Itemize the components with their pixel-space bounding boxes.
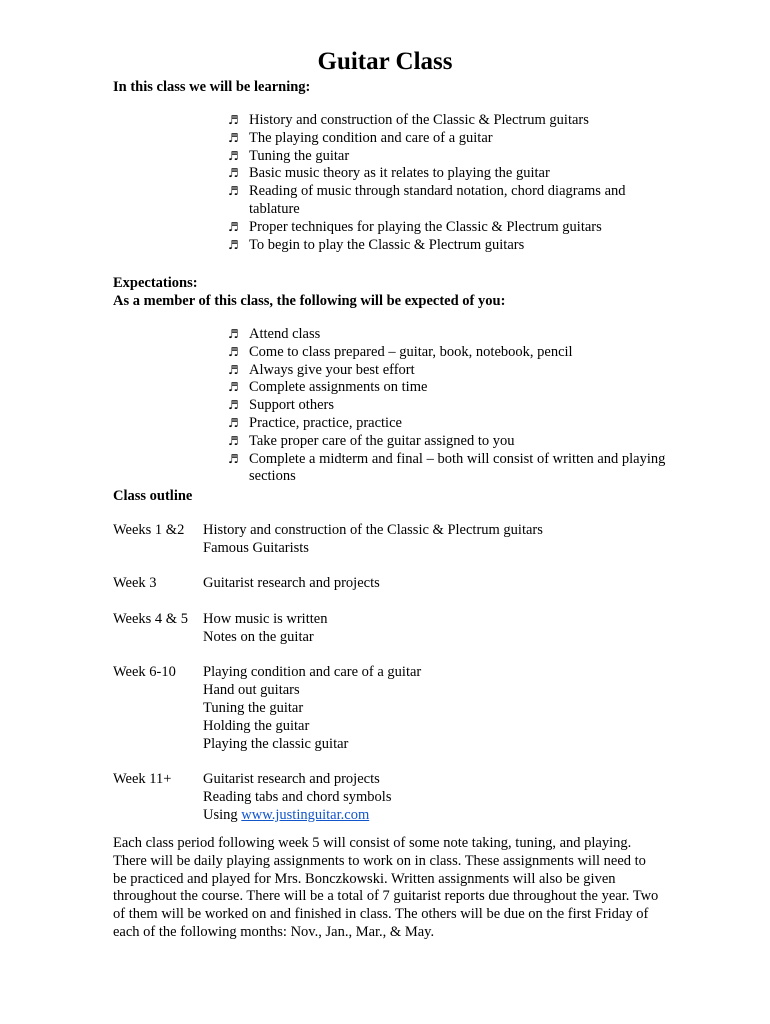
music-note-icon: ♬ bbox=[228, 148, 239, 163]
week-label: Weeks 1 &2 bbox=[113, 522, 185, 538]
week-label: Week 11+ bbox=[113, 771, 172, 788]
list-item: ♬ Come to class prepared – guitar, book, notebook, pencil bbox=[228, 343, 573, 360]
music-note-icon: ♬ bbox=[228, 433, 239, 448]
music-note-icon: ♬ bbox=[228, 451, 239, 466]
week-row bbox=[113, 575, 673, 593]
music-note-icon: ♬ bbox=[228, 237, 239, 252]
list-item: ♬ Reading of music through standard notation, chord diagrams and tablature bbox=[228, 183, 626, 217]
week-row bbox=[113, 611, 673, 647]
music-note-icon: ♬ bbox=[228, 380, 239, 395]
list-item: ♬ Basic music theory as it relates to playing the guitar bbox=[228, 165, 550, 182]
week-label: Week 6-10 bbox=[113, 664, 176, 681]
week-topics: Guitarist research and projects Reading tabs and chord symbols Using www.justinguitar.com bbox=[203, 771, 673, 824]
list-item: ♬ Take proper care of the guitar assigned to you bbox=[228, 432, 515, 449]
music-note-icon: ♬ bbox=[228, 327, 239, 341]
page-title: Guitar Class bbox=[317, 48, 453, 75]
week-row bbox=[113, 771, 673, 824]
music-note-icon: ♬ bbox=[228, 398, 239, 413]
week-label: Week 3 bbox=[113, 575, 157, 592]
music-note-icon: ♬ bbox=[228, 113, 239, 127]
music-note-icon: ♬ bbox=[228, 344, 239, 359]
learning-heading: In this class we will be learning: bbox=[113, 79, 311, 95]
list-item: ♬ Complete a midterm and final – both will consist of written and playing sections bbox=[228, 450, 666, 485]
expectations-subheading: As a member of this class, the following will be expected of you: bbox=[113, 293, 506, 309]
week-topics: How music is written Notes on the guitar bbox=[203, 610, 328, 645]
music-note-icon: ♬ bbox=[228, 362, 239, 377]
week-row bbox=[113, 664, 673, 753]
list-item: ♬ Attend class bbox=[228, 326, 321, 342]
using-line: Using www.justinguitar.com bbox=[203, 806, 370, 823]
list-item: ♬ Always give your best effort bbox=[228, 361, 415, 378]
music-note-icon: ♬ bbox=[228, 130, 239, 145]
music-note-icon: ♬ bbox=[228, 219, 239, 234]
list-item: ♬ To begin to play the Classic & Plectrum guitars bbox=[228, 236, 525, 253]
list-item: ♬ Tuning the guitar bbox=[228, 147, 350, 164]
class-outline-heading: Class outline bbox=[113, 488, 193, 504]
list-item: ♬ The playing condition and care of a guitar bbox=[228, 129, 493, 146]
class-outline bbox=[113, 522, 673, 825]
expectations-heading: Expectations: bbox=[113, 275, 198, 291]
week-row bbox=[113, 522, 673, 558]
expectations-list bbox=[226, 326, 666, 486]
week-topics: Guitarist research and projects bbox=[203, 575, 380, 592]
week-topics: History and construction of the Classic & Plectrum guitars Famous Guitarists bbox=[203, 522, 543, 556]
list-item: ♬ History and construction of the Classic & Plectrum guitars bbox=[228, 112, 589, 128]
list-item: ♬ Support others bbox=[228, 397, 334, 414]
music-note-icon: ♬ bbox=[228, 415, 239, 430]
week-label: Weeks 4 & 5 bbox=[113, 610, 188, 627]
music-note-icon: ♬ bbox=[228, 166, 239, 181]
justinguitar-link[interactable]: www.justinguitar.com bbox=[241, 806, 370, 823]
closing-paragraph: Each class period following week 5 will consist of some note taking, tuning, and playing. There will be daily playing assignments to work on in class. These assignments will need to be practiced and played for Mrs. Bonczkowski. Written assignments will also be given throughout the course. There will be a total of 7 guitarist reports due throughout the year. Two of them will be worked on and finished in class. The others will be due on the first Friday of each of the following months: Nov., Jan., Mar., & May. bbox=[113, 835, 659, 940]
list-item: ♬ Proper techniques for playing the Classic & Plectrum guitars bbox=[228, 218, 602, 235]
music-note-icon: ♬ bbox=[228, 184, 239, 199]
week-topics: Playing condition and care of a guitar Hand out guitars Tuning the guitar Holding the guitar Playing the classic guitar bbox=[203, 664, 422, 752]
list-item: ♬ Practice, practice, practice bbox=[228, 414, 402, 431]
list-item: ♬ Complete assignments on time bbox=[228, 379, 428, 396]
learning-list bbox=[226, 112, 666, 254]
